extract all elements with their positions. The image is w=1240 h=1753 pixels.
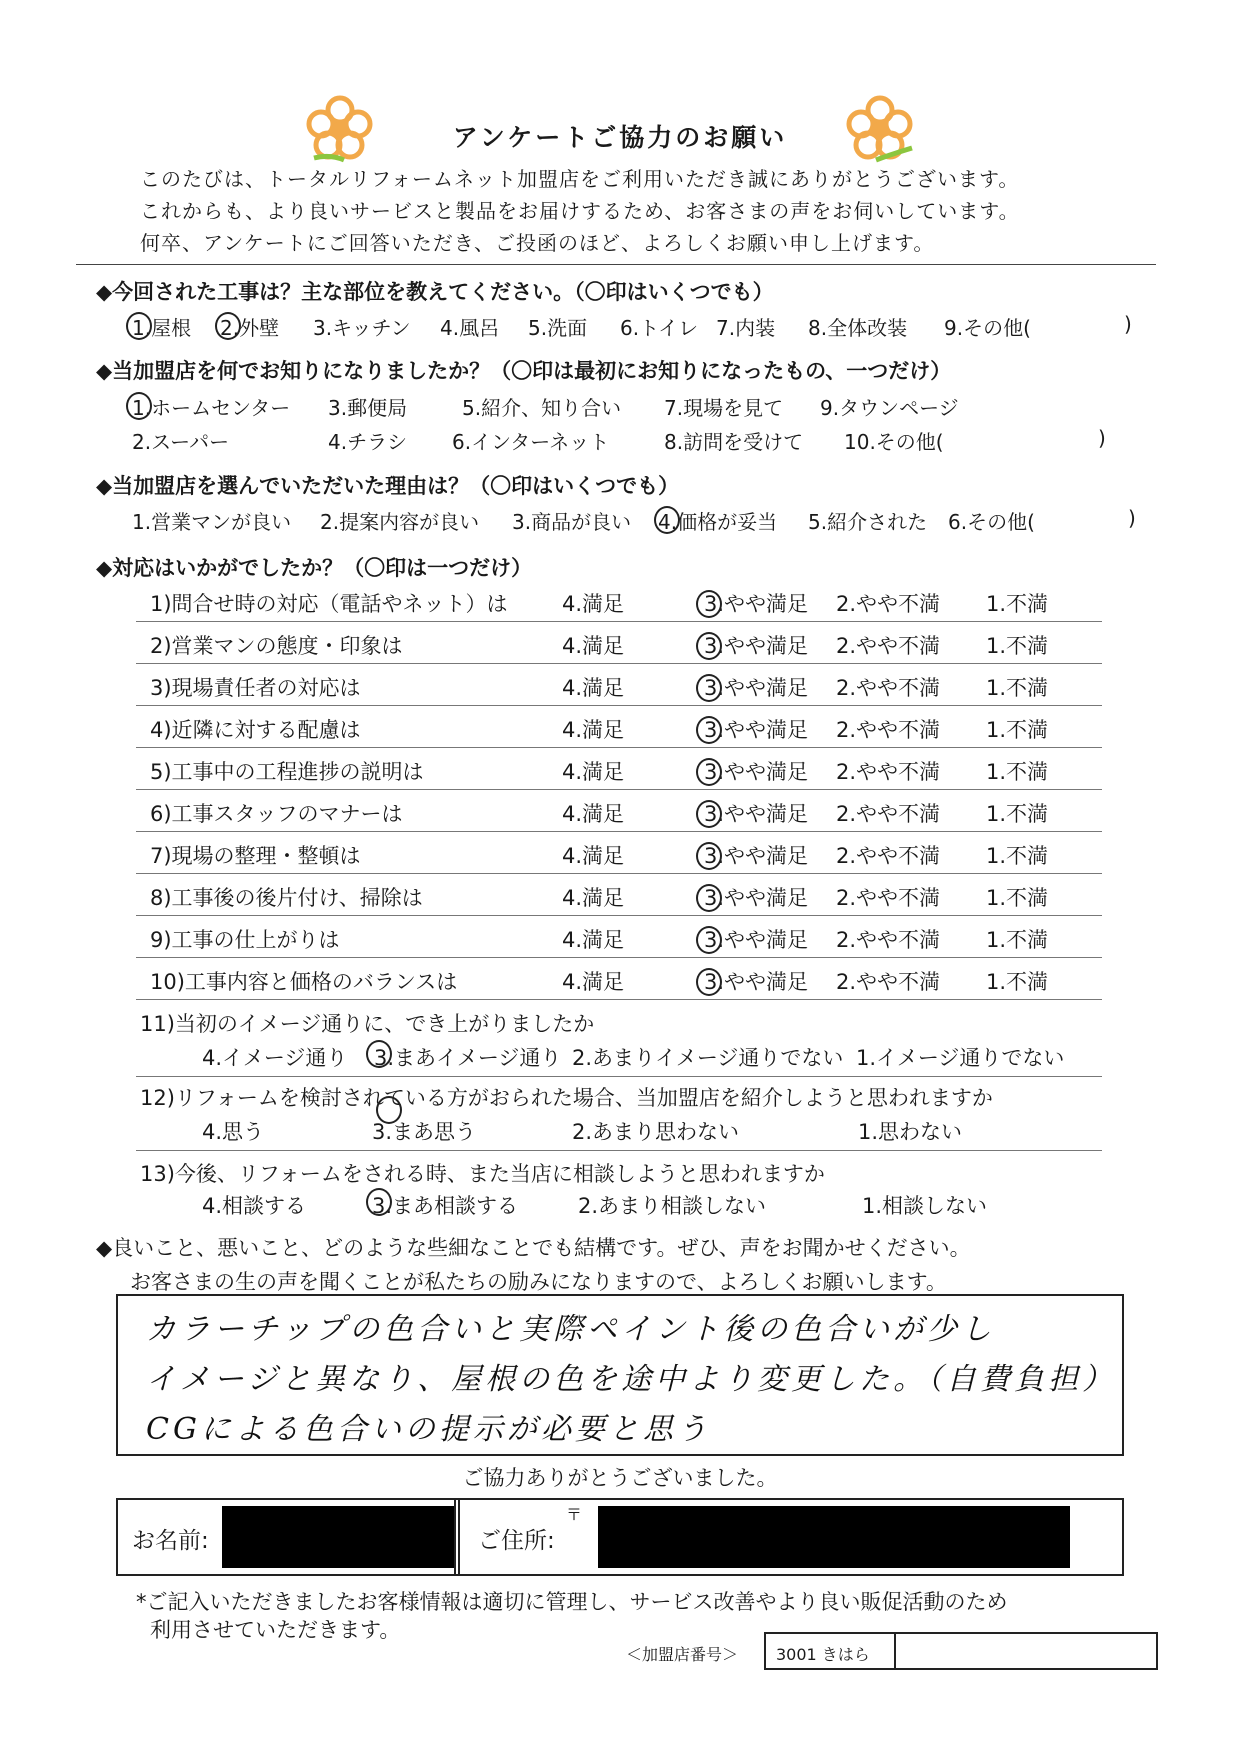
q4-item-10-option-3[interactable]: 3.やや満足 (704, 970, 809, 994)
row-separator (136, 663, 1102, 664)
row-separator (136, 1076, 1102, 1077)
q3-option-proposal[interactable]: 2.提案内容が良い (320, 510, 480, 534)
answer-circle (215, 312, 241, 340)
q2-option-townpage[interactable]: 9.タウンページ (820, 396, 959, 420)
q12-option-3[interactable]: 3.まあ思う (372, 1120, 477, 1144)
member-number-label: ＜加盟店番号＞ (626, 1645, 739, 1664)
q3-option-referred[interactable]: 5.紹介された (808, 510, 928, 534)
q4-item-9-option-1[interactable]: 1.不満 (986, 928, 1049, 952)
answer-circle (696, 632, 722, 660)
q13-option-4[interactable]: 4.相談する (202, 1194, 307, 1218)
q4-item-4-label: 4)近隣に対する配慮は (150, 718, 361, 742)
answer-circle (696, 758, 722, 786)
q3-option-product[interactable]: 3.商品が良い (512, 510, 632, 534)
row-separator (136, 789, 1102, 790)
q4-item-10-option-4[interactable]: 4.満足 (562, 970, 625, 994)
q4-item-10-option-2[interactable]: 2.やや不満 (836, 970, 941, 994)
answer-circle (366, 1188, 392, 1216)
q4-item-6-option-4[interactable]: 4.満足 (562, 802, 625, 826)
answer-circle (696, 842, 722, 870)
row-separator (136, 957, 1102, 958)
q1-option-other-close: ) (1124, 312, 1132, 336)
handwritten-line-2: イメージと異なり、屋根の色を途中より変更した。（自費負担） (146, 1362, 1117, 1397)
answer-circle (696, 968, 722, 996)
q4-item-9-option-2[interactable]: 2.やや不満 (836, 928, 941, 952)
q4-item-2-option-3[interactable]: 3.やや満足 (704, 634, 809, 658)
q4-item-2-label: 2)営業マンの態度・印象は (150, 634, 403, 658)
q4-item-3-option-3[interactable]: 3.やや満足 (704, 676, 809, 700)
privacy-note-line-1: *ご記入いただきましたお客様情報は適切に管理し、サービス改善やより良い販促活動のため (136, 1590, 1008, 1614)
q3-heading: ◆当加盟店を選んでいただいた理由は？（〇印はいくつでも） (96, 474, 680, 498)
q13-option-1[interactable]: 1.相談しない (862, 1194, 988, 1218)
q4-item-6-label: 6)工事スタッフのマナーは (150, 802, 403, 826)
row-separator (136, 915, 1102, 916)
q4-item-4-option-1[interactable]: 1.不満 (986, 718, 1049, 742)
q1-option-other[interactable]: 9.その他( (944, 316, 1031, 340)
q4-item-8-option-3[interactable]: 3.やや満足 (704, 886, 809, 910)
q4-item-10-label: 10)工事内容と価格のバランスは (150, 970, 458, 994)
q3-option-other-close: ) (1128, 506, 1136, 530)
q4-item-1-option-3[interactable]: 3.やや満足 (704, 592, 809, 616)
q4-item-9-option-3[interactable]: 3.やや満足 (704, 928, 809, 952)
q2-option-other-close: ) (1098, 426, 1106, 450)
q1-option-kitchen[interactable]: 3.キッチン (313, 316, 411, 340)
q2-option-home-center[interactable]: 1.ホームセンター (132, 396, 291, 420)
q4-heading: ◆対応はいかがでしたか？（〇印は一つだけ） (96, 556, 533, 580)
row-separator (136, 831, 1102, 832)
q4-item-10-option-1[interactable]: 1.不満 (986, 970, 1049, 994)
field-divider (894, 1634, 896, 1668)
row-separator (136, 999, 1102, 1000)
q2-option-visit[interactable]: 8.訪問を受けて (664, 430, 804, 454)
member-number-box (764, 1632, 1158, 1670)
q4-item-7-option-4[interactable]: 4.満足 (562, 844, 625, 868)
row-separator (136, 747, 1102, 748)
q4-item-8-option-2[interactable]: 2.やや不満 (836, 886, 941, 910)
row-separator (136, 705, 1102, 706)
q1-option-wall[interactable]: 2.外壁 (220, 316, 280, 340)
q4-item-7-option-1[interactable]: 1.不満 (986, 844, 1049, 868)
q1-option-interior[interactable]: 7.内装 (716, 316, 776, 340)
answer-circle (696, 800, 722, 828)
q4-item-8-option-4[interactable]: 4.満足 (562, 886, 625, 910)
divider (76, 264, 1156, 265)
answer-circle (126, 392, 152, 420)
q2-option-referral[interactable]: 5.紹介、知り合い (462, 396, 622, 420)
intro-line-2: これからも、より良いサービスと製品をお届けするため、お客さまの声をお伺いしています。 (140, 199, 1020, 223)
q1-heading: ◆今回された工事は？主な部位を教えてください。（〇印はいくつでも） (96, 280, 774, 304)
q4-item-7-option-3[interactable]: 3.やや満足 (704, 844, 809, 868)
name-redaction (222, 1506, 454, 1568)
q13-question: 13)今後、リフォームをされる時、また当店に相談しようと思われますか (140, 1162, 825, 1186)
q1-option-full[interactable]: 8.全体改装 (808, 316, 908, 340)
intro-line-1: このたびは、トータルリフォームネット加盟店をご利用いただき誠にありがとうございます。 (140, 167, 1020, 191)
q4-item-3-option-2[interactable]: 2.やや不満 (836, 676, 941, 700)
q4-item-5-option-1[interactable]: 1.不満 (986, 760, 1049, 784)
q4-item-4-option-2[interactable]: 2.やや不満 (836, 718, 941, 742)
q4-item-4-option-3[interactable]: 3.やや満足 (704, 718, 809, 742)
q4-item-6-option-2[interactable]: 2.やや不満 (836, 802, 941, 826)
q4-item-1-option-2[interactable]: 2.やや不満 (836, 592, 941, 616)
contact-box (116, 1498, 1124, 1576)
q11-option-1[interactable]: 1.イメージ通りでない (856, 1046, 1065, 1070)
q4-item-1-label: 1)問合せ時の対応（電話やネット）は (150, 592, 508, 616)
q3-option-sales[interactable]: 1.営業マンが良い (132, 510, 292, 534)
q4-item-3-option-4[interactable]: 4.満足 (562, 676, 625, 700)
handwritten-line-1: カラーチップの色合いと実際ペイント後の色合いが少し (146, 1312, 996, 1347)
q2-option-supermarket[interactable]: 2.スーパー (132, 430, 230, 454)
q4-item-7-label: 7)現場の整理・整頓は (150, 844, 361, 868)
postal-mark: 〒 (566, 1505, 583, 1524)
q11-question: 11)当初のイメージ通りに、でき上がりましたか (140, 1012, 595, 1036)
q4-item-1-option-4[interactable]: 4.満足 (562, 592, 625, 616)
q1-option-washroom[interactable]: 5.洗面 (528, 316, 588, 340)
q3-option-other[interactable]: 6.その他( (948, 510, 1035, 534)
q11-option-4[interactable]: 4.イメージ通り (202, 1046, 348, 1070)
q4-item-1-option-1[interactable]: 1.不満 (986, 592, 1049, 616)
thanks-text: ご協力ありがとうございました。 (462, 1466, 778, 1490)
answer-circle (696, 926, 722, 954)
comment-box[interactable] (116, 1294, 1124, 1456)
answer-circle (696, 884, 722, 912)
q4-item-5-option-4[interactable]: 4.満足 (562, 760, 625, 784)
q2-option-flyer[interactable]: 4.チラシ (328, 430, 408, 454)
q2-heading: ◆当加盟店を何でお知りになりましたか？（〇印は最初にお知りになったもの、一つだけ） (96, 359, 952, 383)
q4-item-7-option-2[interactable]: 2.やや不満 (836, 844, 941, 868)
q1-option-roof[interactable]: 1.屋根 (132, 316, 192, 340)
q12-option-1[interactable]: 1.思わない (858, 1120, 963, 1144)
row-separator (136, 873, 1102, 874)
row-separator (136, 621, 1102, 622)
q12-option-2[interactable]: 2.あまり思わない (572, 1120, 740, 1144)
page-title: アンケートご協力のお願い (452, 123, 788, 152)
q4-item-9-label: 9)工事の仕上がりは (150, 928, 340, 952)
q4-item-6-option-3[interactable]: 3.やや満足 (704, 802, 809, 826)
answer-circle (654, 506, 680, 534)
address-redaction (598, 1506, 1070, 1568)
member-number-value: 3001 きはら (776, 1645, 870, 1664)
q12-question: 12)リフォームを検討されている方がおられた場合、当加盟店を紹介しようと思われますか (140, 1086, 993, 1110)
q4-item-9-option-4[interactable]: 4.満足 (562, 928, 625, 952)
q4-item-8-option-1[interactable]: 1.不満 (986, 886, 1049, 910)
q4-item-2-option-2[interactable]: 2.やや不満 (836, 634, 941, 658)
answer-circle (376, 1096, 402, 1124)
q4-item-4-option-4[interactable]: 4.満足 (562, 718, 625, 742)
field-divider (454, 1500, 456, 1574)
comments-subheading: お客さまの生の声を聞くことが私たちの励みになりますので、よろしくお願いします。 (130, 1270, 947, 1294)
answer-circle (696, 716, 722, 744)
q13-option-2[interactable]: 2.あまり相談しない (578, 1194, 767, 1218)
q2-option-other[interactable]: 10.その他( (844, 430, 944, 454)
handwritten-line-3: CGによる色合いの提示が必要と思う (146, 1412, 711, 1447)
q4-item-5-option-3[interactable]: 3.やや満足 (704, 760, 809, 784)
name-label: お名前: (132, 1528, 209, 1554)
q13-option-3[interactable]: 3.まあ相談する (372, 1194, 519, 1218)
comments-heading: ◆良いこと、悪いこと、どのような些細なことでも結構です。ぜひ、声をお聞かせください。 (96, 1236, 971, 1260)
q4-item-3-label: 3)現場責任者の対応は (150, 676, 361, 700)
privacy-note-line-2: 利用させていただきます。 (150, 1618, 401, 1642)
answer-circle (126, 312, 152, 340)
q12-option-4[interactable]: 4.思う (202, 1120, 265, 1144)
q4-item-3-option-1[interactable]: 1.不満 (986, 676, 1049, 700)
q4-item-5-label: 5)工事中の工程進捗の説明は (150, 760, 424, 784)
q4-item-2-option-1[interactable]: 1.不満 (986, 634, 1049, 658)
q4-item-5-option-2[interactable]: 2.やや不満 (836, 760, 941, 784)
q2-option-internet[interactable]: 6.インターネット (452, 430, 610, 454)
row-separator (136, 1150, 1102, 1151)
q2-option-site[interactable]: 7.現場を見て (664, 396, 784, 420)
q1-option-bath[interactable]: 4.風呂 (440, 316, 500, 340)
q4-item-2-option-4[interactable]: 4.満足 (562, 634, 625, 658)
q3-option-price[interactable]: 4.価格が妥当 (658, 510, 778, 534)
q11-option-2[interactable]: 2.あまりイメージ通りでない (572, 1046, 844, 1070)
address-label: ご住所: (478, 1528, 555, 1554)
q11-option-3[interactable]: 3.まあイメージ通り (374, 1046, 562, 1070)
q1-option-toilet[interactable]: 6.トイレ (620, 316, 699, 340)
q4-item-6-option-1[interactable]: 1.不満 (986, 802, 1049, 826)
q4-item-8-label: 8)工事後の後片付け、掃除は (150, 886, 423, 910)
q2-option-post[interactable]: 3.郵便局 (328, 396, 408, 420)
answer-circle (696, 674, 722, 702)
intro-line-3: 何卒、アンケートにご回答いただき、ご投函のほど、よろしくお願い申し上げます。 (140, 231, 935, 255)
answer-circle (366, 1040, 392, 1068)
answer-circle (696, 590, 722, 618)
field-divider (458, 1500, 460, 1574)
